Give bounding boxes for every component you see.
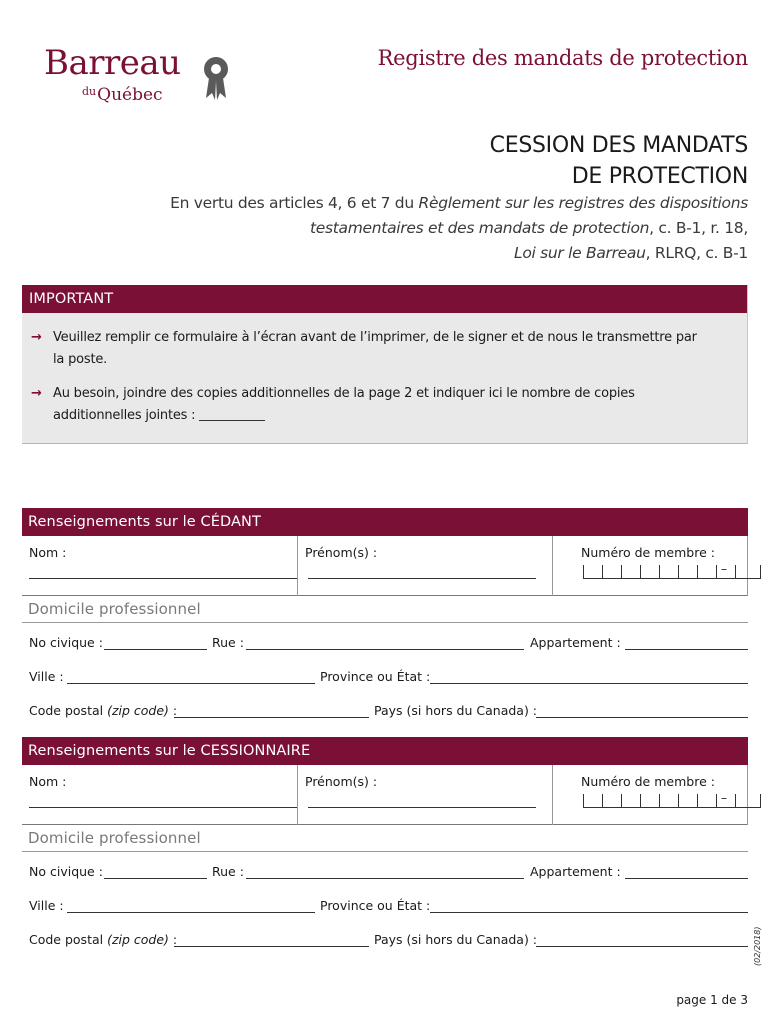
cessionnaire-pays-field[interactable] xyxy=(536,946,748,947)
cedant-rue-field[interactable] xyxy=(246,649,524,650)
cessionnaire-ville-label: Ville : xyxy=(29,898,64,913)
cedant-domicile-heading: Domicile professionnel xyxy=(22,596,748,623)
legal-regulation-name: Règlement sur les registres des dispositions testamentaires et des mandats de protection xyxy=(309,194,748,237)
additional-copies-field[interactable] xyxy=(199,407,265,421)
cessionnaire-appartement-field[interactable] xyxy=(625,878,748,879)
cessionnaire-prenom-cell xyxy=(297,765,552,825)
zip-code-text: (zip code) xyxy=(107,703,169,718)
cessionnaire-ville-field[interactable] xyxy=(67,912,315,913)
cedant-nom-field[interactable] xyxy=(29,578,297,579)
cedant-code-postal-label xyxy=(29,703,177,718)
cessionnaire-prenom-label: Prénom(s) : xyxy=(305,774,378,789)
cedant-civique-label: No civique : xyxy=(29,635,103,650)
cessionnaire-prenom-field[interactable] xyxy=(308,807,536,808)
important-panel xyxy=(22,285,748,444)
cessionnaire-identity-row xyxy=(22,765,748,825)
zip-code-text: (zip code) xyxy=(107,932,169,947)
cedant-ville-label: Ville : xyxy=(29,669,64,684)
cedant-membre-cell xyxy=(552,536,748,596)
important-heading: IMPORTANT xyxy=(22,285,747,313)
cessionnaire-civique-label: No civique : xyxy=(29,864,103,879)
cessionnaire-code-postal-label xyxy=(29,932,177,947)
cessionnaire-address-row-2 xyxy=(22,886,748,920)
cedant-pays-label: Pays (si hors du Canada) : xyxy=(374,703,538,718)
cessionnaire-rue-field[interactable] xyxy=(246,878,524,879)
cedant-prenom-field[interactable] xyxy=(308,578,536,579)
arrow-right-icon: → xyxy=(31,330,42,345)
cessionnaire-rue-label: Rue : xyxy=(212,864,244,879)
cedant-prenom-cell xyxy=(297,536,552,596)
cessionnaire-address-row-1 xyxy=(22,852,748,886)
title-line-1: CESSION DES MANDATS xyxy=(489,133,748,158)
cessionnaire-membre-cell xyxy=(552,765,748,825)
barreau-logo xyxy=(40,44,250,104)
cessionnaire-nom-label: Nom : xyxy=(29,774,67,789)
barreau-emblem-icon xyxy=(198,54,234,102)
arrow-right-icon: → xyxy=(31,386,42,401)
cedant-nom-label: Nom : xyxy=(29,545,67,560)
cessionnaire-nom-field[interactable] xyxy=(29,807,297,808)
registry-title: Registre des mandats de protection xyxy=(377,46,748,70)
legal-part-3: , c. B-1, r. 18, xyxy=(649,219,748,237)
colon-text: : xyxy=(168,932,178,947)
cessionnaire-address-row-3 xyxy=(22,920,748,954)
cedant-civique-field[interactable] xyxy=(104,649,207,650)
logo-wordmark: Barreau xyxy=(44,43,181,83)
important-item-1-text: Veuillez remplir ce formulaire à l’écran avant de l’imprimer, de le signer et de nous le transmettre par la poste. xyxy=(53,330,697,367)
cedant-province-field[interactable] xyxy=(430,683,748,684)
member-dash: – xyxy=(721,562,727,576)
cessionnaire-heading: Renseignements sur le CESSIONNAIRE xyxy=(22,737,748,765)
legal-part-1: En vertu des articles 4, 6 et 7 du xyxy=(170,194,419,212)
cedant-code-postal-field[interactable] xyxy=(174,717,369,718)
cedant-address-row-1 xyxy=(22,623,748,657)
colon-text: : xyxy=(168,703,178,718)
cessionnaire-membre-field[interactable] xyxy=(583,791,761,808)
cessionnaire-nom-cell xyxy=(22,765,297,825)
logo-subtitle xyxy=(82,82,163,105)
page-title xyxy=(328,130,748,192)
important-item-2 xyxy=(22,383,747,427)
cedant-ville-field[interactable] xyxy=(67,683,315,684)
cedant-pays-field[interactable] xyxy=(536,717,748,718)
legal-law-name: Loi sur le Barreau xyxy=(513,244,646,262)
cedant-membre-field[interactable] xyxy=(583,562,761,579)
cedant-province-label: Province ou État : xyxy=(320,669,431,684)
cedant-identity-row xyxy=(22,536,748,596)
code-postal-text: Code postal xyxy=(29,932,104,947)
important-item-2-text: Au besoin, joindre des copies additionnelles de la page 2 et indiquer ici le nombre de copies additionnelles jointes : xyxy=(53,386,635,423)
cessionnaire-domicile-heading: Domicile professionnel xyxy=(22,825,748,852)
form-date-code: (02/2018) xyxy=(753,926,762,966)
cedant-membre-label: Numéro de membre : xyxy=(581,545,715,560)
legal-reference xyxy=(88,191,748,266)
cessionnaire-province-field[interactable] xyxy=(430,912,748,913)
cessionnaire-appartement-label: Appartement : xyxy=(530,864,621,879)
cedant-address-row-2 xyxy=(22,657,748,691)
page-number: page 1 de 3 xyxy=(676,993,748,1007)
cessionnaire-province-label: Province ou État : xyxy=(320,898,431,913)
cedant-appartement-field[interactable] xyxy=(625,649,748,650)
member-dash: – xyxy=(721,791,727,805)
cessionnaire-code-postal-field[interactable] xyxy=(174,946,369,947)
cessionnaire-membre-label: Numéro de membre : xyxy=(581,774,715,789)
cedant-heading: Renseignements sur le CÉDANT xyxy=(22,508,748,536)
important-item-1 xyxy=(22,327,747,371)
code-postal-text: Code postal xyxy=(29,703,104,718)
cessionnaire-pays-label: Pays (si hors du Canada) : xyxy=(374,932,538,947)
cessionnaire-civique-field[interactable] xyxy=(104,878,207,879)
legal-part-5: , RLRQ, c. B-1 xyxy=(645,244,748,262)
cedant-appartement-label: Appartement : xyxy=(530,635,621,650)
cedant-address-row-3 xyxy=(22,691,748,725)
logo-quebec: Québec xyxy=(97,85,163,105)
cedant-rue-label: Rue : xyxy=(212,635,244,650)
logo-du: du xyxy=(82,85,97,98)
cessionnaire-section xyxy=(22,737,748,954)
cedant-section xyxy=(22,508,748,725)
cedant-prenom-label: Prénom(s) : xyxy=(305,545,378,560)
title-line-2: DE PROTECTION xyxy=(571,164,748,189)
cedant-nom-cell xyxy=(22,536,297,596)
